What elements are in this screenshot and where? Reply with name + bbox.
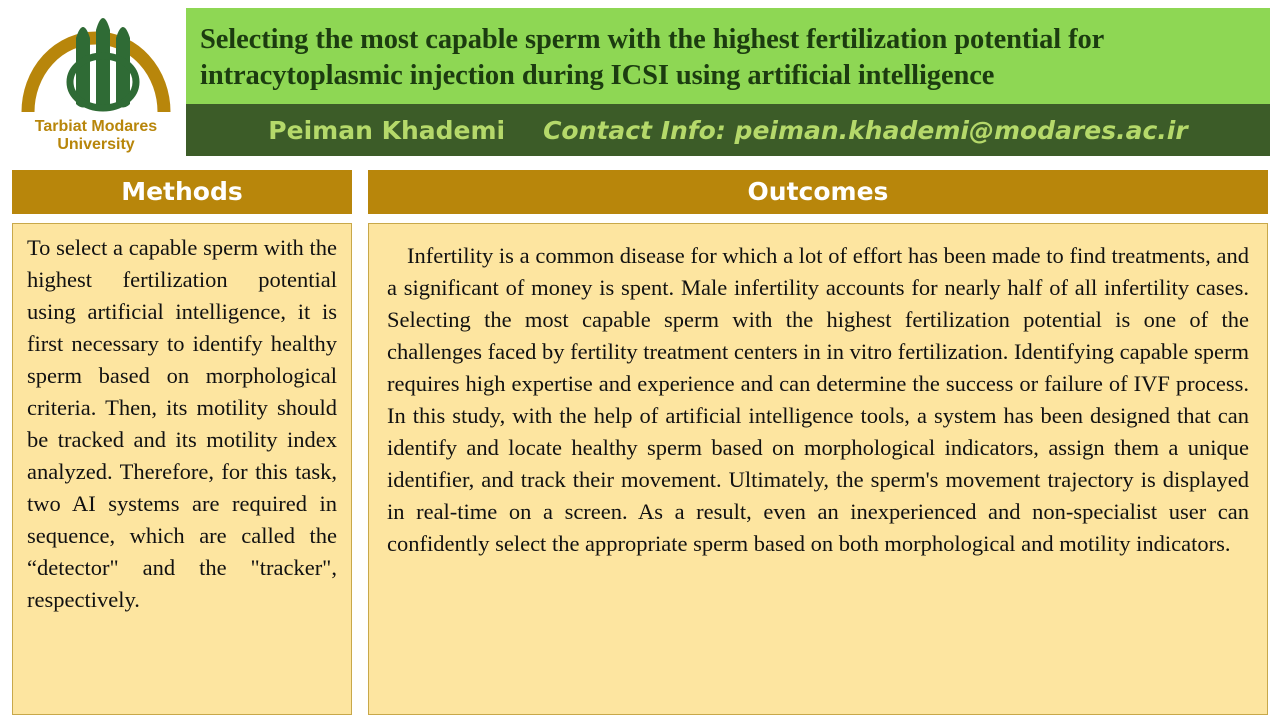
university-logo-text — [10, 118, 182, 154]
outcomes-heading: Outcomes — [368, 170, 1268, 214]
methods-heading: Methods — [12, 170, 352, 214]
logo-line-1: Tarbiat Modares — [34, 118, 158, 135]
tarbiat-modares-university-logo-icon — [10, 8, 182, 120]
outcomes-body — [368, 223, 1268, 715]
outcomes-column — [368, 170, 1268, 715]
methods-body: To select a capable sperm with the highest fertilization potential using artificial intelligence, it is first necessary to identify healthy sperm based on morphological criteria. Then, its motility should be tracked and its motility index analyzed. Therefore, for this task, two AI systems are required in sequence, which are called the “detector" and the "tracker", respectively. — [12, 223, 352, 715]
poster-title: Selecting the most capable sperm with the highest fertilization potential for intracytoplasmic injection during ICSI using artificial intelligence — [200, 24, 1104, 91]
outcomes-paragraph: Infertility is a common disease for which a lot of effort has been made to find treatments, and a significant of money is spent. Male infertility accounts for nearly half of all infertility cases. Selecting the most capable sperm with the highest fertilization potential is one of the challenges faced by fertility treatment centers in in vitro fertilization. Identifying capable sperm requires high expertise and experience and can determine the success or failure of IVF process. In this study, with the help of artificial intelligence tools, a system has been designed that can identify and locate healthy sperm based on morphological indicators, assign them a unique identifier, and track their movement. Ultimately, the sperm's movement trajectory is displayed in real-time on a screen. As a result, even an inexperienced and non-specialist user can confidently select the appropriate sperm based on both morphological and motility indicators. — [387, 243, 1249, 556]
methods-column — [12, 170, 352, 715]
university-logo — [10, 8, 182, 160]
contact-info: Contact Info: peiman.khademi@modares.ac.ir — [543, 115, 1188, 145]
author-banner — [186, 104, 1270, 156]
logo-line-2: University — [57, 136, 135, 153]
poster-header — [0, 0, 1280, 160]
author-name: Peiman Khademi — [268, 115, 506, 145]
title-banner — [186, 8, 1270, 104]
